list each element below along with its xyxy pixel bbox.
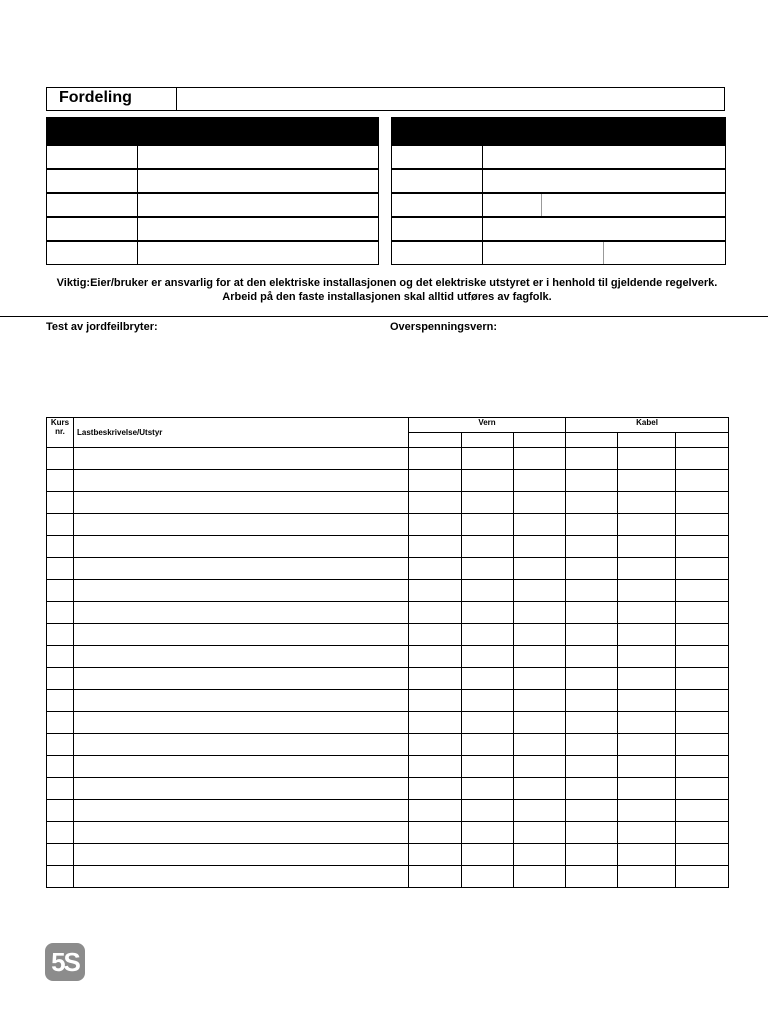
info-value-cell[interactable] — [138, 242, 378, 264]
protection-cell[interactable] — [409, 778, 462, 800]
circuit-table — [46, 417, 729, 888]
circuit-number-cell[interactable] — [47, 778, 74, 800]
cable-cell[interactable] — [618, 778, 676, 800]
protection-cell[interactable] — [409, 514, 462, 536]
circuit-number-header-line1: Kurs — [50, 418, 70, 427]
circuit-number-cell[interactable] — [47, 712, 74, 734]
load-description-header: Lastbeskrivelse/Utstyr — [74, 418, 409, 448]
load-description-cell[interactable] — [74, 470, 409, 492]
circuit-row — [47, 734, 729, 756]
load-description-cell[interactable] — [74, 668, 409, 690]
info-label-cell[interactable] — [392, 170, 483, 192]
info-label-cell[interactable] — [47, 218, 138, 240]
protection-cell[interactable] — [514, 470, 566, 492]
protection-cell[interactable] — [409, 822, 462, 844]
protection-cell[interactable] — [514, 800, 566, 822]
protection-cell[interactable] — [409, 470, 462, 492]
cable-cell[interactable] — [566, 844, 618, 866]
load-description-cell[interactable] — [74, 580, 409, 602]
cable-cell[interactable] — [566, 602, 618, 624]
right-info-header — [391, 117, 726, 145]
protection-cell[interactable] — [514, 558, 566, 580]
info-value-cell[interactable] — [138, 194, 378, 216]
circuit-number-cell[interactable] — [47, 492, 74, 514]
cable-subheader — [676, 433, 729, 448]
cable-cell[interactable] — [566, 448, 618, 470]
cable-cell[interactable] — [676, 866, 729, 888]
protection-cell[interactable] — [409, 734, 462, 756]
circuit-row — [47, 514, 729, 536]
circuit-row — [47, 492, 729, 514]
cable-cell[interactable] — [618, 646, 676, 668]
left-info-header — [46, 117, 379, 145]
circuit-row — [47, 448, 729, 470]
circuit-row — [47, 800, 729, 822]
protection-cell[interactable] — [514, 866, 566, 888]
load-description-cell[interactable] — [74, 844, 409, 866]
protection-cell[interactable] — [514, 646, 566, 668]
protection-cell[interactable] — [409, 866, 462, 888]
protection-cell[interactable] — [409, 536, 462, 558]
protection-cell[interactable] — [462, 492, 514, 514]
protection-cell[interactable] — [409, 624, 462, 646]
info-value-cell[interactable] — [138, 218, 378, 240]
circuit-table-body — [47, 448, 729, 888]
info-label-cell[interactable] — [47, 194, 138, 216]
protection-cell[interactable] — [514, 844, 566, 866]
protection-cell[interactable] — [514, 624, 566, 646]
cable-cell[interactable] — [676, 646, 729, 668]
protection-cell[interactable] — [514, 734, 566, 756]
cable-cell[interactable] — [618, 624, 676, 646]
circuit-row — [47, 558, 729, 580]
load-description-cell[interactable] — [74, 514, 409, 536]
protection-cell[interactable] — [514, 492, 566, 514]
cable-cell[interactable] — [618, 690, 676, 712]
protection-subheader — [514, 433, 566, 448]
info-value-cell[interactable] — [138, 170, 378, 192]
circuit-number-cell[interactable] — [47, 756, 74, 778]
circuit-number-cell[interactable] — [47, 558, 74, 580]
cable-cell[interactable] — [676, 624, 729, 646]
left-info-grid — [46, 117, 379, 267]
protection-cell[interactable] — [462, 778, 514, 800]
cable-cell[interactable] — [618, 536, 676, 558]
right-info-grid — [391, 117, 726, 267]
cable-cell[interactable] — [566, 536, 618, 558]
right-info-row — [391, 169, 726, 193]
load-description-cell[interactable] — [74, 734, 409, 756]
protection-cell[interactable] — [409, 558, 462, 580]
cable-cell[interactable] — [566, 734, 618, 756]
cable-cell[interactable] — [566, 646, 618, 668]
circuit-number-cell[interactable] — [47, 624, 74, 646]
left-info-row — [46, 241, 379, 265]
cable-cell[interactable] — [566, 756, 618, 778]
cable-cell[interactable] — [676, 800, 729, 822]
cable-cell[interactable] — [676, 778, 729, 800]
circuit-number-cell[interactable] — [47, 668, 74, 690]
distribution-title-bar — [46, 87, 725, 111]
protection-cell[interactable] — [409, 448, 462, 470]
cable-cell[interactable] — [618, 866, 676, 888]
protection-cell[interactable] — [409, 844, 462, 866]
protection-cell[interactable] — [462, 822, 514, 844]
circuit-number-cell[interactable] — [47, 690, 74, 712]
circuit-number-cell[interactable] — [47, 734, 74, 756]
load-description-cell[interactable] — [74, 712, 409, 734]
right-info-row — [391, 217, 726, 241]
cable-cell[interactable] — [618, 602, 676, 624]
protection-cell[interactable] — [514, 448, 566, 470]
info-label-cell[interactable] — [47, 170, 138, 192]
cable-cell[interactable] — [566, 470, 618, 492]
protection-cell[interactable] — [462, 800, 514, 822]
circuit-row — [47, 712, 729, 734]
protection-cell[interactable] — [462, 624, 514, 646]
cable-cell[interactable] — [676, 690, 729, 712]
responsibility-notice: Viktig:Eier/bruker er ansvarlig for at den elektriske installasjonen og det elektriske utstyret er i henhold til gjeldende regelverk. Arbeid på den faste installasjonen skal alltid utføres av fagfolk. — [56, 277, 718, 303]
info-value-cell[interactable] — [483, 218, 725, 240]
load-description-cell[interactable] — [74, 756, 409, 778]
circuit-row — [47, 778, 729, 800]
cable-cell[interactable] — [566, 558, 618, 580]
protection-cell[interactable] — [462, 734, 514, 756]
cable-cell[interactable] — [676, 558, 729, 580]
protection-subheader — [409, 433, 462, 448]
cable-cell[interactable] — [618, 734, 676, 756]
info-value-cell[interactable] — [483, 242, 604, 264]
cable-cell[interactable] — [566, 712, 618, 734]
cable-cell[interactable] — [618, 580, 676, 602]
circuit-number-header-line2: nr. — [55, 427, 65, 436]
surge-protection-label: Overspenningsvern: — [390, 321, 497, 333]
cable-cell[interactable] — [566, 866, 618, 888]
info-value-cell[interactable] — [138, 146, 378, 168]
info-value-cell[interactable] — [483, 194, 542, 216]
cable-cell[interactable] — [618, 712, 676, 734]
circuit-row — [47, 536, 729, 558]
cable-cell[interactable] — [676, 734, 729, 756]
circuit-row — [47, 866, 729, 888]
company-logo: 5S — [45, 943, 85, 981]
cable-cell[interactable] — [618, 822, 676, 844]
cable-cell[interactable] — [676, 536, 729, 558]
right-info-row — [391, 145, 726, 169]
left-info-row — [46, 193, 379, 217]
cable-cell[interactable] — [618, 668, 676, 690]
protection-cell[interactable] — [462, 712, 514, 734]
protection-cell[interactable] — [409, 492, 462, 514]
info-value-cell[interactable] — [604, 242, 725, 264]
cable-header: Kabel — [566, 418, 729, 433]
protection-cell[interactable] — [462, 558, 514, 580]
protection-cell[interactable] — [514, 536, 566, 558]
circuit-number-cell[interactable] — [47, 646, 74, 668]
circuit-number-cell[interactable] — [47, 514, 74, 536]
cable-cell[interactable] — [618, 514, 676, 536]
distribution-title: Fordeling — [47, 88, 177, 110]
protection-cell[interactable] — [409, 690, 462, 712]
cable-cell[interactable] — [566, 690, 618, 712]
circuit-row — [47, 844, 729, 866]
circuit-number-cell[interactable] — [47, 866, 74, 888]
protection-cell[interactable] — [409, 756, 462, 778]
protection-cell[interactable] — [514, 778, 566, 800]
cable-cell[interactable] — [676, 822, 729, 844]
load-description-cell[interactable] — [74, 624, 409, 646]
left-info-row — [46, 217, 379, 241]
circuit-number-cell[interactable] — [47, 448, 74, 470]
load-description-cell[interactable] — [74, 646, 409, 668]
cable-cell[interactable] — [676, 448, 729, 470]
info-label-cell[interactable] — [392, 218, 483, 240]
cable-cell[interactable] — [566, 580, 618, 602]
protection-cell[interactable] — [462, 602, 514, 624]
load-description-cell[interactable] — [74, 822, 409, 844]
cable-cell[interactable] — [618, 492, 676, 514]
protection-cell[interactable] — [462, 448, 514, 470]
cable-subheader — [566, 433, 618, 448]
protection-cell[interactable] — [514, 712, 566, 734]
cable-cell[interactable] — [566, 668, 618, 690]
info-value-cell[interactable] — [483, 170, 725, 192]
protection-cell[interactable] — [409, 646, 462, 668]
protection-cell[interactable] — [462, 470, 514, 492]
protection-cell[interactable] — [409, 602, 462, 624]
distribution-name-field[interactable] — [178, 88, 724, 110]
cable-cell[interactable] — [676, 668, 729, 690]
circuit-row — [47, 668, 729, 690]
protection-cell[interactable] — [514, 690, 566, 712]
cable-cell[interactable] — [566, 822, 618, 844]
cable-cell[interactable] — [566, 514, 618, 536]
protection-cell[interactable] — [462, 514, 514, 536]
circuit-number-cell[interactable] — [47, 602, 74, 624]
protection-cell[interactable] — [409, 800, 462, 822]
protection-cell[interactable] — [409, 580, 462, 602]
info-label-cell[interactable] — [47, 146, 138, 168]
rcd-test-label: Test av jordfeilbryter: — [46, 321, 158, 333]
cable-cell[interactable] — [676, 756, 729, 778]
circuit-number-cell[interactable] — [47, 844, 74, 866]
circuit-row — [47, 470, 729, 492]
info-label-cell[interactable] — [392, 194, 483, 216]
load-description-cell[interactable] — [74, 558, 409, 580]
protection-cell[interactable] — [514, 602, 566, 624]
cable-cell[interactable] — [618, 558, 676, 580]
cable-cell[interactable] — [676, 712, 729, 734]
cable-cell[interactable] — [618, 470, 676, 492]
protection-cell[interactable] — [409, 668, 462, 690]
left-info-row — [46, 145, 379, 169]
load-description-cell[interactable] — [74, 778, 409, 800]
cable-cell[interactable] — [618, 756, 676, 778]
load-description-cell[interactable] — [74, 866, 409, 888]
protection-cell[interactable] — [514, 580, 566, 602]
info-label-cell[interactable] — [47, 242, 138, 264]
info-value-cell[interactable] — [542, 194, 725, 216]
circuit-row — [47, 580, 729, 602]
cable-cell[interactable] — [676, 514, 729, 536]
protection-cell[interactable] — [462, 866, 514, 888]
protection-cell[interactable] — [462, 690, 514, 712]
load-description-cell[interactable] — [74, 800, 409, 822]
protection-cell[interactable] — [409, 712, 462, 734]
load-description-cell[interactable] — [74, 602, 409, 624]
protection-cell[interactable] — [462, 668, 514, 690]
protection-cell[interactable] — [462, 756, 514, 778]
cable-cell[interactable] — [676, 602, 729, 624]
circuit-number-cell[interactable] — [47, 470, 74, 492]
info-label-cell[interactable] — [392, 242, 483, 264]
circuit-row — [47, 690, 729, 712]
cable-cell[interactable] — [618, 844, 676, 866]
right-info-row — [391, 241, 726, 265]
circuit-number-cell[interactable] — [47, 536, 74, 558]
circuit-number-cell[interactable] — [47, 800, 74, 822]
cable-cell[interactable] — [676, 580, 729, 602]
cable-cell[interactable] — [676, 844, 729, 866]
protection-cell[interactable] — [462, 580, 514, 602]
cable-cell[interactable] — [566, 492, 618, 514]
circuit-row — [47, 602, 729, 624]
section-divider — [0, 316, 768, 317]
circuit-row — [47, 646, 729, 668]
load-description-cell[interactable] — [74, 492, 409, 514]
cable-cell[interactable] — [618, 448, 676, 470]
right-info-row — [391, 193, 726, 217]
protection-cell[interactable] — [462, 844, 514, 866]
info-value-cell[interactable] — [483, 146, 725, 168]
load-description-cell[interactable] — [74, 448, 409, 470]
protection-header: Vern — [409, 418, 566, 433]
circuit-number-cell[interactable] — [47, 822, 74, 844]
load-description-cell[interactable] — [74, 690, 409, 712]
load-description-cell[interactable] — [74, 536, 409, 558]
cable-cell[interactable] — [676, 492, 729, 514]
cable-cell[interactable] — [676, 470, 729, 492]
circuit-number-cell[interactable] — [47, 580, 74, 602]
cable-cell[interactable] — [566, 624, 618, 646]
circuit-row — [47, 822, 729, 844]
protection-cell[interactable] — [514, 514, 566, 536]
circuit-row — [47, 624, 729, 646]
protection-cell[interactable] — [462, 646, 514, 668]
protection-cell[interactable] — [462, 536, 514, 558]
cable-cell[interactable] — [566, 800, 618, 822]
cable-cell[interactable] — [618, 800, 676, 822]
protection-cell[interactable] — [514, 756, 566, 778]
left-info-row — [46, 169, 379, 193]
circuit-row — [47, 756, 729, 778]
cable-cell[interactable] — [566, 778, 618, 800]
protection-cell[interactable] — [514, 822, 566, 844]
protection-subheader — [462, 433, 514, 448]
cable-subheader — [618, 433, 676, 448]
info-label-cell[interactable] — [392, 146, 483, 168]
protection-cell[interactable] — [514, 668, 566, 690]
circuit-number-header — [47, 418, 74, 448]
